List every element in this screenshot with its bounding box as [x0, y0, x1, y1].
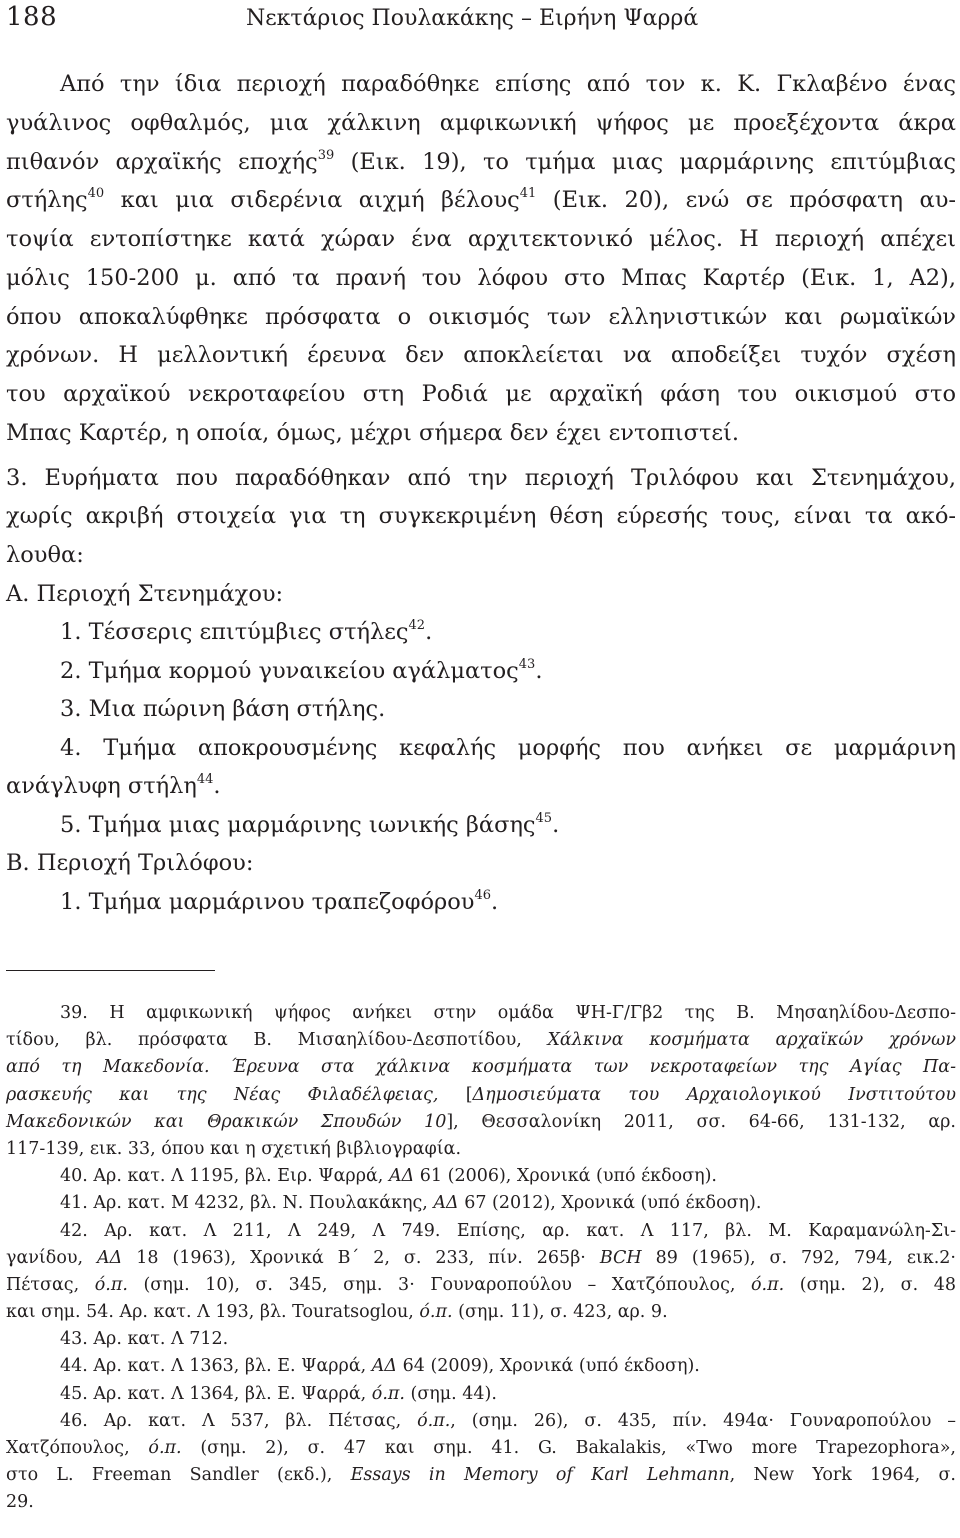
- text-run: 64 (2009), Χρονικά (υπό έκδοση).: [397, 1356, 700, 1377]
- op-cit: ό.π.: [417, 1410, 451, 1431]
- item-text: 2. Τμήμα κορμού γυναικείου αγάλματος: [60, 657, 519, 684]
- text-run: 67 (2012), Χρονικά (υπό έκδοση).: [458, 1193, 762, 1214]
- list-item-continuation: [6, 767, 956, 806]
- op-cit: ό.π.: [94, 1274, 128, 1295]
- footnote-46-line-3: [6, 1462, 956, 1489]
- footnote-46-line-2: [6, 1435, 956, 1462]
- section-b-heading: Β. Περιοχή Τριλόφου:: [6, 850, 254, 877]
- footnote-ref-46[interactable]: 46: [474, 887, 492, 903]
- text-run: 46. Αρ. κατ. Λ 537, βλ. Πέτσας,: [60, 1410, 418, 1431]
- footnote-39-line-4: [6, 1082, 956, 1109]
- book-title: Essays in Memory of Karl Lehmann: [350, 1465, 730, 1486]
- text-run: (σημ. 10), σ. 345, σημ. 3· Γουναροπούλου – Χατζόπουλος,: [127, 1274, 752, 1295]
- paragraph-2-line-3: λουθα:: [6, 542, 84, 568]
- op-cit: ό.π.: [751, 1274, 785, 1295]
- item-tail: .: [425, 619, 433, 646]
- footnotes: [6, 1000, 956, 1517]
- paragraph-1-line-6: μόλις 150-200 μ. από τα πρανή του λόφου στο Μπας Καρτέρ (Εικ. 1, Α2),: [6, 264, 956, 291]
- text-run: στο L. Freeman Sandler (εκδ.),: [6, 1465, 351, 1486]
- list-item: [6, 806, 956, 845]
- paragraph-2-line-1: 3. Ευρήματα που παραδόθηκαν από την περιοχή Τριλόφου και Στενημάχου,: [6, 464, 956, 491]
- text-run: 61 (2006), Χρονικά (υπό έκδοση).: [414, 1166, 717, 1187]
- footnote-separator: [6, 970, 215, 971]
- text-run: 89 (1965), σ. 792, 794, εικ.2·: [641, 1247, 956, 1268]
- footnote-40: [6, 1163, 956, 1190]
- text-run: (σημ. 2), σ. 47 και σημ. 41. G. Bakalakis, «Two more Trapezophora»,: [181, 1438, 956, 1458]
- paragraph-1-line-8: χρόνων. Η μελλοντική έρευνα δεν αποκλείεται να αποδείξει τυχόν σχέση: [6, 342, 956, 369]
- item-tail: .: [213, 773, 221, 800]
- footnote-43: 43. Αρ. κατ. Λ 712.: [60, 1329, 229, 1350]
- list-item: [6, 613, 956, 652]
- footnote-ref-39[interactable]: 39: [317, 147, 335, 163]
- text-run: τίδου, βλ. πρόσφατα Β. Μισαηλίδου-Δεσποτίδου,: [6, 1030, 548, 1051]
- series-title: Μακεδονικών και Θρακικών Σπουδών 10: [6, 1111, 447, 1132]
- text-run: και μια σιδερένια αιχμή βέλους: [104, 187, 520, 214]
- item-tail: .: [491, 888, 499, 915]
- list-item: [6, 652, 956, 691]
- journal-abbrev: ΑΔ: [371, 1356, 398, 1377]
- paragraph-1-line-7: όπου αποκαλύφθηκε πρόσφατα ο οικισμός των ελληνιστικών και ρωμαϊκών: [6, 303, 956, 330]
- op-cit: ό.π.: [419, 1302, 453, 1323]
- running-head: Νεκτάριος Πουλακάκης – Ειρήνη Ψαρρά: [246, 6, 699, 31]
- journal-abbrev: BCH: [599, 1247, 642, 1268]
- footnote-ref-43[interactable]: 43: [518, 656, 536, 672]
- text-run: γανίδου,: [6, 1247, 98, 1268]
- text-run: , (σημ. 26), σ. 435, πίν. 494α· Γουναροπούλου –: [450, 1410, 956, 1431]
- footnote-44: [6, 1353, 956, 1380]
- text-run: [: [438, 1084, 473, 1105]
- text-run: Χατζόπουλος,: [6, 1438, 149, 1458]
- footnote-46-line-4: 29.: [6, 1492, 34, 1513]
- footnote-39-line-3: [6, 1054, 956, 1081]
- footnote-41: [6, 1190, 956, 1217]
- text-run: πιθανόν αρχαϊκής εποχής: [6, 148, 318, 175]
- op-cit: ό.π.: [148, 1438, 182, 1458]
- text-run: στήλης: [6, 187, 88, 214]
- text-run: (Εικ. 19), το τμήμα μιας μαρμάρινης επιτύμβιας: [334, 148, 956, 175]
- text-run: 40. Αρ. κατ. Λ 1195, βλ. Ειρ. Ψαρρά,: [60, 1166, 389, 1187]
- item-text: 1. Τέσσερις επιτύμβιες στήλες: [60, 619, 409, 646]
- item-tail: .: [552, 811, 560, 838]
- text-run: (σημ. 2), σ. 48: [784, 1274, 956, 1295]
- footnote-46-line-1: [6, 1408, 956, 1435]
- text-run: 41. Αρ. κατ. Μ 4232, βλ. Ν. Πουλακάκης,: [60, 1193, 434, 1214]
- list-item: [6, 729, 956, 768]
- footnote-39-line-2: [6, 1027, 956, 1054]
- page-number: 188: [6, 2, 58, 32]
- journal-abbrev: ΑΔ: [97, 1247, 123, 1268]
- item-text: 5. Τμήμα μιας μαρμάρινης ιωνικής βάσης: [60, 811, 536, 838]
- text-run: 18 (1963), Χρονικά Β΄ 2, σ. 233, πίν. 265β·: [122, 1247, 600, 1268]
- footnote-39-line-5: [6, 1109, 956, 1136]
- footnote-39-line-1: 39. Η αμφικωνική ψήφος ανήκει στην ομάδα ΨΗ-Γ/Γβ2 της Β. Μησαηλίδου-Δεσπο-: [60, 1003, 956, 1023]
- main-text: [6, 65, 956, 921]
- journal-abbrev: ΑΔ: [433, 1193, 459, 1214]
- footnote-ref-44[interactable]: 44: [196, 772, 214, 788]
- footnote-ref-40[interactable]: 40: [87, 186, 105, 202]
- book-title: ρασκευής και της Νέας Φιλαδέλφειας,: [6, 1084, 439, 1105]
- list-item: [6, 690, 956, 729]
- page-header: [6, 2, 956, 38]
- paragraph-1-line-2: γυάλινος οφθαλμός, μια χάλκινη αμφικωνική ψήφος με προεξέχοντα άκρα: [6, 109, 956, 136]
- section-a-heading: Α. Περιοχή Στενημάχου:: [6, 580, 284, 607]
- item-text: 3. Μια πώρινη βάση στήλης.: [60, 696, 386, 723]
- op-cit: ό.π.: [371, 1383, 405, 1404]
- paragraph-1-line-1: Από την ίδια περιοχή παραδόθηκε επίσης από τον κ. Κ. Γκλαβένο ένας: [60, 71, 956, 97]
- list-item: [6, 883, 956, 922]
- text-run: Πέτσας,: [6, 1274, 95, 1295]
- book-title: από τη Μακεδονία. Έρευνα στα χάλκινα κοσμήματα των νεκροταφείων της Αγίας Πα-: [6, 1057, 956, 1078]
- footnote-42-line-2: [6, 1245, 956, 1272]
- text-run: (Εικ. 20), ενώ σε πρόσφατη αυ-: [536, 187, 956, 214]
- footnote-42-line-1: 42. Αρ. κατ. Λ 211, Λ 249, Λ 749. Επίσης, αρ. κατ. Λ 117, βλ. Μ. Καραμανώλη-Σι-: [60, 1220, 956, 1241]
- item-text: ανάγλυφη στήλη: [6, 773, 197, 800]
- paragraph-1-line-9: του αρχαϊκού νεκροταφείου στη Ροδιά με αρχαϊκή φάση του οικισμού στο: [6, 381, 956, 407]
- paragraph-1-line-3: [6, 143, 956, 182]
- footnote-45: [6, 1381, 956, 1408]
- text-run: 45. Αρ. κατ. Λ 1364, βλ. Ε. Ψαρρά,: [60, 1383, 372, 1404]
- paragraph-1-line-10: Μπας Καρτέρ, η οποία, όμως, μέχρι σήμερα δεν έχει εντοπιστεί.: [6, 419, 740, 446]
- text-run: 44. Αρ. κατ. Λ 1363, βλ. Ε. Ψαρρά,: [60, 1356, 372, 1377]
- journal-abbrev: ΑΔ: [388, 1166, 415, 1187]
- footnote-ref-45[interactable]: 45: [535, 810, 553, 826]
- text-run: ], Θεσσαλονίκη 2011, σσ. 64-66, 131-132, αρ.: [446, 1111, 956, 1132]
- footnote-ref-42[interactable]: 42: [408, 618, 426, 634]
- text-run: (σημ. 11), σ. 423, αρ. 9.: [452, 1302, 668, 1323]
- series-title: Δημοσιεύματα του Αρχαιολογικού Ινστιτούτου: [472, 1084, 957, 1105]
- paragraph-1-line-4: [6, 181, 956, 220]
- footnote-ref-41[interactable]: 41: [519, 186, 537, 202]
- item-text: 4. Τμήμα αποκρουσμένης κεφαλής μορφής που ανήκει σε μαρμάρινη: [60, 734, 956, 761]
- text-run: , New York 1964, σ.: [729, 1465, 956, 1486]
- item-tail: .: [535, 657, 543, 684]
- text-run: (σημ. 44).: [404, 1383, 497, 1404]
- paragraph-1-line-5: τοψία εντοπίστηκε κατά χώραν ένα αρχιτεκτονικό μέλος. Η περιοχή απέχει: [6, 226, 956, 252]
- footnote-39-line-6: 117-139, εικ. 33, όπου και η σχετική βιβλιογραφία.: [6, 1138, 462, 1159]
- text-run: και σημ. 54. Αρ. κατ. Λ 193, βλ. Touratsoglou,: [6, 1302, 420, 1323]
- footnote-42-line-3: [6, 1272, 956, 1299]
- book-title: Χάλκινα κοσμήματα αρχαϊκών χρόνων: [547, 1030, 956, 1051]
- footnote-42-line-4: [6, 1299, 956, 1326]
- paragraph-2-line-2: χωρίς ακριβή στοιχεία για τη συγκεκριμένη θέση εύρεσής τους, είναι τα ακό-: [6, 503, 956, 530]
- item-text: 1. Τμήμα μαρμάρινου τραπεζοφόρου: [60, 888, 475, 915]
